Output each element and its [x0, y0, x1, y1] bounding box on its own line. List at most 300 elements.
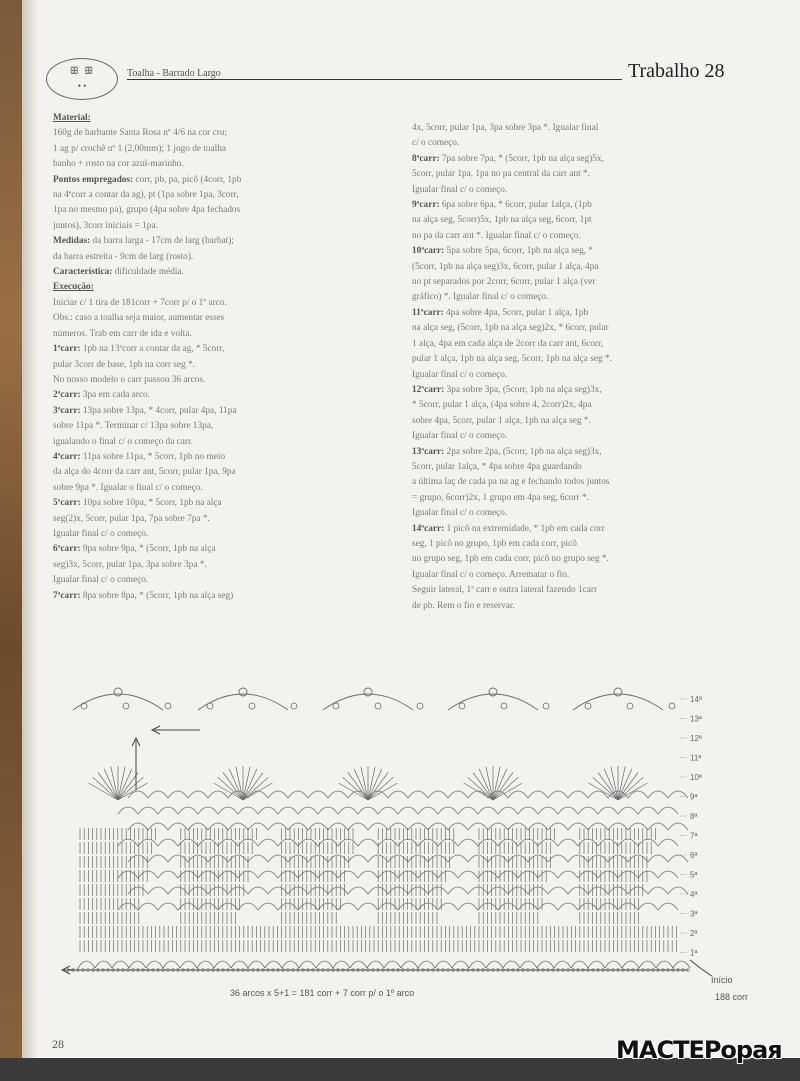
mesh-loop [558, 807, 578, 814]
mesh-loop [488, 823, 508, 830]
instruction-line: 13ªcarr: 2pa sobre 2pa, (5corr, 1pb na alça seg)3x, [412, 446, 602, 457]
mesh-loop [148, 823, 168, 830]
instruction-line: 160g de barbante Santa Rosa nº 4/6 na cor cru; [53, 128, 228, 139]
start-label: Início [711, 975, 733, 985]
arc-stitch [248, 961, 265, 968]
arc-stitch [469, 961, 486, 968]
mesh-loop [358, 839, 378, 846]
instruction-line: da alça do 4corr da carr ant, 5corr, pular 1pa, 9pa [53, 467, 236, 478]
mesh-loop [498, 807, 518, 814]
mesh-loop [608, 823, 628, 830]
instruction-line: 4x, 5corr, pular 1pa, 3pa sobre 3pa *. Igualar final [412, 123, 599, 133]
mesh-loop [498, 903, 518, 910]
instruction-line: seg(2)x, 5corr, pular 1pa, 7pa sobre 7pa *. [53, 513, 210, 524]
row-number-label: 2ª [690, 929, 698, 938]
arc-stitch [333, 961, 350, 968]
arc-stitch [299, 961, 316, 968]
instruction-line: na alça seg, (5corr, 1pb na alça seg)2x, * 6corr, pular [412, 323, 609, 334]
instruction-line: Igualar final c/ o começo. [53, 575, 149, 586]
instruction-line: Igualar final c/ o começo. [412, 508, 508, 519]
instruction-line: banho + rosto na cor azul-marinho. [53, 159, 184, 170]
instruction-line: no grupo seg, 1pb em cada corr, picô no grupo seg *. [412, 554, 609, 565]
mesh-loop [338, 871, 358, 878]
mesh-loop [578, 807, 598, 814]
instruction-line: 2ªcarr: 3pa em cada arco. [53, 390, 150, 401]
mesh-loop [298, 807, 318, 814]
mesh-loop [398, 871, 418, 878]
instruction-line: Obs.: caso a toalha seja maior, aumentar esses [53, 313, 225, 324]
mesh-loop [148, 855, 168, 862]
fan-stitch [354, 769, 368, 800]
mesh-loop [328, 791, 348, 798]
mesh-loop [668, 791, 688, 798]
book-spine [0, 0, 22, 1081]
mesh-loop [448, 791, 468, 798]
mesh-loop [308, 791, 328, 798]
mesh-loop [198, 807, 218, 814]
instruction-line: 9ªcarr: 6pa sobre 6pa, * 6corr, pular 1alça, (1pb [412, 200, 592, 211]
mesh-loop [258, 807, 278, 814]
mesh-loop [658, 839, 678, 846]
logo-flowers-icon: ꕥ ꕥ [69, 66, 95, 77]
instruction-line: pular 1 alça, 1pb na alça seg, 5corr, 1pb na alça seg *. [412, 354, 612, 365]
fan-stitch [493, 769, 507, 800]
instruction-line: (5corr, 1pb na alça seg)3x, 6corr, pular 1 alça, 4pa [412, 261, 599, 272]
mesh-loop [668, 823, 688, 830]
mesh-loop [128, 823, 148, 830]
mesh-loop [618, 807, 638, 814]
mesh-loop [448, 855, 468, 862]
arc-stitch [78, 961, 95, 968]
mesh-loop [288, 823, 308, 830]
arc-stitch [537, 961, 554, 968]
mesh-loop [198, 871, 218, 878]
mesh-loop [148, 887, 168, 894]
arc-stitch [554, 961, 571, 968]
mesh-loop [488, 887, 508, 894]
mesh-loop [668, 855, 688, 862]
instruction-line: 6ªcarr: 9pa sobre 9pa, * (5corr, 1pb na alça [53, 544, 216, 555]
mesh-loop [208, 887, 228, 894]
instruction-line: Característica: dificuldade média. [53, 267, 184, 278]
picot [669, 703, 675, 709]
row-number-label: 9ª [690, 792, 698, 802]
mesh-loop [238, 807, 258, 814]
mesh-loop [278, 839, 298, 846]
mesh-loop [428, 887, 448, 894]
picot [81, 703, 87, 709]
instruction-line: 5corr, pular 1alça, * 4pa sobre 4pa guardando [412, 461, 582, 472]
instruction-line: a última laç de cada pa na ag e fechando todos juntos [412, 477, 610, 488]
arc-stitch [384, 961, 401, 968]
picot [364, 688, 372, 696]
mesh-loop [658, 903, 678, 910]
row-number-label: 13ª [690, 714, 702, 724]
instruction-line: Igualar final c/ o começo. Arrematar o fio. [412, 569, 570, 580]
mesh-loop [608, 887, 628, 894]
picot [165, 703, 171, 709]
mesh-loop [398, 807, 418, 814]
mesh-loop [398, 903, 418, 910]
fan-stitch [229, 769, 243, 800]
picot [239, 688, 247, 696]
arc-stitch [146, 961, 163, 968]
mesh-loop [208, 823, 228, 830]
mesh-loop [248, 887, 268, 894]
mesh-loop [288, 791, 308, 798]
instruction-line: sobre 11pa *. Terminar c/ 13pa sobre 13pa, [53, 421, 214, 432]
instruction-line: 8ªcarr: 7pa sobre 7pa, * (5corr, 1pb na alça seg)5x, [412, 153, 604, 164]
mesh-loop [258, 871, 278, 878]
mesh-loop [438, 807, 458, 814]
page-title: Trabalho 28 [628, 60, 725, 82]
mesh-loop [458, 871, 478, 878]
mesh-loop [618, 903, 638, 910]
mesh-loop [348, 855, 368, 862]
instruction-line: Igualar final c/ o começo. [412, 184, 508, 195]
instruction-line: números. Trab em carr de ida e volta. [53, 328, 192, 339]
picot [627, 703, 633, 709]
mesh-loop [648, 887, 668, 894]
mesh-loop [608, 855, 628, 862]
mesh-loop [538, 839, 558, 846]
mesh-loop [458, 903, 478, 910]
fan-stitch [368, 769, 382, 800]
mesh-loop [248, 855, 268, 862]
instruction-line: 1 ag p/ crochê nº 1 (2,00mm); 1 jogo de toalha [53, 143, 227, 154]
instruction-line: gráfico) *. Igualar final c/ o começo. [412, 292, 549, 303]
mesh-loop [638, 807, 658, 814]
fan-stitch [339, 783, 368, 800]
mesh-loop [128, 887, 148, 894]
picot [291, 703, 297, 709]
arc-stitch [571, 961, 588, 968]
mesh-loop [568, 791, 588, 798]
mesh-loop [218, 839, 238, 846]
instruction-line: sobre 4pa, 5corr, pular 1 alça, 1pb na alça seg *. [412, 415, 591, 426]
total-chain-label: 188 corr [715, 992, 749, 1002]
mesh-loop [128, 791, 148, 798]
mesh-loop [268, 791, 288, 798]
arc-stitch [452, 961, 469, 968]
fan-stitch [89, 783, 118, 800]
mesh-loop [268, 823, 288, 830]
mesh-loop [248, 823, 268, 830]
mesh-loop [648, 855, 668, 862]
arc-stitch [656, 961, 673, 968]
instruction-line: Medidas: da barra larga - 17cm de larg (barbat); [53, 236, 234, 247]
mesh-loop [468, 791, 488, 798]
instruction-line: 3ªcarr: 13pa sobre 13pa, * 4corr, pular 4pa, 11pa [53, 405, 237, 416]
instruction-line: no pa da carr ant *. Igualar final c/ o começo. [412, 230, 581, 241]
mesh-loop [498, 839, 518, 846]
mesh-loop [658, 807, 678, 814]
arc-stitch [231, 961, 248, 968]
mesh-loop [468, 823, 488, 830]
instruction-line: pular 3corr de base, 1pb na corr seg *. [53, 359, 195, 370]
row-number-label: 3ª [690, 909, 698, 919]
arc-stitch [401, 961, 418, 968]
arc-stitch [435, 961, 452, 968]
mesh-loop [628, 823, 648, 830]
mesh-loop [558, 839, 578, 846]
instruction-line: Igualar final c/ o começo. [412, 369, 508, 380]
crochet-chart-diagram [50, 680, 770, 1010]
picot [114, 688, 122, 696]
mesh-loop [408, 855, 428, 862]
mesh-loop [258, 903, 278, 910]
mesh-loop [348, 823, 368, 830]
arc-stitch [265, 961, 282, 968]
instruction-line: 5corr, pular 1pa, 1pa no pa central da carr ant *. [412, 169, 590, 180]
mesh-loop [198, 903, 218, 910]
arc-stitch [350, 961, 367, 968]
row-number-label: 10ª [690, 773, 702, 782]
mesh-loop [268, 855, 288, 862]
arc-stitch [622, 961, 639, 968]
mesh-loop [188, 855, 208, 862]
mesh-loop [118, 871, 138, 878]
mesh-loop [408, 823, 428, 830]
mesh-loop [508, 791, 528, 798]
fan-stitch [118, 783, 147, 800]
instruction-line: 4ªcarr: 11pa sobre 11pa, * 5corr, 1pb no meio [53, 451, 226, 462]
mesh-loop [668, 887, 688, 894]
mesh-loop [328, 855, 348, 862]
mesh-loop [448, 887, 468, 894]
instruction-line: Igualar final c/ o começo. [412, 431, 508, 442]
instruction-line: Material: [53, 113, 91, 123]
mesh-loop [188, 823, 208, 830]
instruction-line: da barra estreita - 9cm de larg (rosto). [53, 251, 194, 262]
arc-stitch [214, 961, 231, 968]
instruction-line: sobre 9pa *. Igualar o final c/ o começo. [53, 482, 203, 493]
instruction-line: 14ªcarr: 1 picô na extremidade, * 1pb em cada corr [412, 523, 605, 534]
mesh-loop [478, 807, 498, 814]
picot [489, 688, 497, 696]
start-pointer [690, 960, 712, 976]
picot [585, 703, 591, 709]
mesh-loop [138, 871, 158, 878]
mesh-loop [488, 855, 508, 862]
mesh-loop [598, 807, 618, 814]
mesh-loop [328, 887, 348, 894]
mesh-loop [518, 807, 538, 814]
arc-stitch [520, 961, 537, 968]
mesh-loop [538, 871, 558, 878]
picot [459, 703, 465, 709]
mesh-loop [478, 903, 498, 910]
header-divider [127, 79, 622, 80]
row-number-label: 8ª [690, 812, 698, 821]
mesh-loop [478, 839, 498, 846]
row-number-label: 1ª [690, 948, 698, 958]
arc-stitch [639, 961, 656, 968]
mesh-loop [328, 823, 348, 830]
instruction-line: Seguir lateral, 1ª carr e outra lateral fazendo 1carr [412, 585, 598, 596]
row-number-label: 6ª [690, 851, 698, 860]
mesh-loop [588, 791, 608, 798]
mesh-loop [568, 823, 588, 830]
instruction-line: 12ªcarr: 3pa sobre 3pa, (5corr, 1pb na alça seg)3x, [412, 384, 602, 395]
instructions-right-column [412, 121, 757, 614]
arc-stitch [95, 961, 112, 968]
instruction-line: 1ªcarr: 1pb na 13ªcorr a contar da ag, * 5corr, [53, 344, 225, 355]
mesh-loop [468, 855, 488, 862]
mesh-loop [258, 839, 278, 846]
mesh-loop [628, 887, 648, 894]
page-gutter [22, 0, 38, 1081]
row-number-label: 7ª [690, 831, 698, 841]
arc-stitch [129, 961, 146, 968]
instruction-line: 11ªcarr: 4pa sobre 4pa, 5corr, pular 1 alça, 1pb [412, 307, 589, 318]
instruction-line: igualando o final c/ o começo da carr. [53, 436, 193, 447]
arc-stitch [282, 961, 299, 968]
mesh-loop [388, 791, 408, 798]
row-number-label: 14ª [690, 695, 702, 704]
mesh-loop [628, 791, 648, 798]
instruction-line: Iniciar c/ 1 tira de 181corr + 7corr p/ o 1º arco. [53, 297, 227, 308]
mesh-loop [548, 791, 568, 798]
instructions-left-column [53, 111, 383, 604]
mesh-loop [288, 855, 308, 862]
page-number: 28 [52, 1037, 64, 1051]
mesh-loop [558, 871, 578, 878]
mesh-loop [198, 839, 218, 846]
arc-stitch [588, 961, 605, 968]
mesh-loop [418, 871, 438, 878]
instruction-line: seg)3x, 5corr, pular 1pa, 3pa sobre 3pa *. [53, 559, 207, 570]
mesh-loop [138, 903, 158, 910]
picot [375, 703, 381, 709]
mesh-loop [358, 871, 378, 878]
mesh-loop [638, 871, 658, 878]
arc-stitch [673, 961, 690, 968]
picot [501, 703, 507, 709]
mesh-loop [158, 903, 178, 910]
mesh-loop [648, 791, 668, 798]
instruction-line: de pb. Rem o fio e reservar. [412, 600, 515, 611]
mesh-loop [498, 871, 518, 878]
mesh-loop [268, 887, 288, 894]
instruction-line: c/ o começo. [412, 138, 460, 149]
instruction-line: No nosso modelo o carr passou 36 arcos. [53, 374, 206, 385]
mesh-loop [618, 871, 638, 878]
arc-stitch [367, 961, 384, 968]
mesh-loop [278, 903, 298, 910]
mesh-loop [468, 887, 488, 894]
picot [333, 703, 339, 709]
instruction-line: no pt separados por 2corr, 6corr, pular 1 alça (ver [412, 277, 596, 288]
mesh-loop [178, 807, 198, 814]
instruction-line: Pontos empregados: corr, pb, pa, picô (4corr, 1pb [53, 174, 242, 185]
arc-stitch [486, 961, 503, 968]
instruction-line: 5ªcarr: 10pa sobre 10pa, * 5corr, 1pb na alça [53, 498, 222, 509]
instruction-line: 1pa no mesmo pa), grupo (4pa sobre 4pa fechados [53, 205, 241, 216]
instruction-line: 10ªcarr: 5pa sobre 5pa, 6corr, 1pb na alça seg, * [412, 246, 594, 257]
mesh-loop [338, 839, 358, 846]
mesh-loop [278, 871, 298, 878]
mesh-loop [658, 871, 678, 878]
mesh-loop [158, 871, 178, 878]
instruction-line: Execução: [53, 282, 94, 293]
logo-dots: • • [77, 81, 87, 91]
mesh-loop [158, 839, 178, 846]
mesh-loop [218, 903, 238, 910]
mesh-loop [218, 807, 238, 814]
instruction-line: juntos), 3corr iniciais = 1pa. [53, 220, 158, 231]
mesh-loop [208, 855, 228, 862]
mesh-loop [528, 791, 548, 798]
mesh-loop [418, 903, 438, 910]
mesh-loop [458, 807, 478, 814]
arc-stitch [197, 961, 214, 968]
fan-stitch [589, 783, 618, 800]
mesh-loop [188, 791, 208, 798]
mesh-loop [478, 871, 498, 878]
row-number-label: 4ª [690, 890, 698, 899]
row-number-label: 12ª [690, 734, 702, 743]
fan-stitch [368, 783, 397, 800]
mesh-loop [548, 887, 568, 894]
arc-stitch [316, 961, 333, 968]
mesh-loop [428, 823, 448, 830]
instruction-line: * 5corr, pular 1 alça, (4pa sobre 4, 2corr)2x, 4pa [412, 400, 592, 411]
fan-stitch [618, 783, 647, 800]
fan-stitch [104, 769, 118, 800]
arc-stitch [503, 961, 520, 968]
mesh-loop [568, 855, 588, 862]
instruction-line: 7ªcarr: 8pa sobre 8pa, * (5corr, 1pb na alça seg) [53, 590, 234, 601]
instruction-line: na 4ªcorr a contar da ag), pt (1pa sobre 1pa, 3corr, [53, 190, 239, 201]
mesh-loop [398, 839, 418, 846]
mesh-loop [418, 839, 438, 846]
picot [207, 703, 213, 709]
mesh-loop [418, 807, 438, 814]
mesh-loop [138, 839, 158, 846]
mesh-loop [348, 887, 368, 894]
mesh-loop [428, 791, 448, 798]
instruction-line: 1 alça, 4pa em cada alça de 2corr da carr ant, 6corr, [412, 338, 604, 349]
mesh-loop [538, 807, 558, 814]
watermark: МАСТЕРорая [616, 1036, 782, 1064]
mesh-loop [218, 871, 238, 878]
mesh-loop [558, 903, 578, 910]
mesh-loop [188, 887, 208, 894]
arc-stitch [605, 961, 622, 968]
mesh-loop [408, 887, 428, 894]
mesh-loop [118, 807, 138, 814]
instruction-line: na alça seg, 5corr)5x, 1pb na alça seg, 6corr, 1pt [412, 215, 592, 226]
mesh-loop [138, 807, 158, 814]
flower-logo [46, 58, 118, 100]
mesh-loop [278, 807, 298, 814]
mesh-loop [568, 887, 588, 894]
mesh-loop [458, 839, 478, 846]
arc-stitch [163, 961, 180, 968]
mesh-loop [428, 855, 448, 862]
mesh-loop [168, 791, 188, 798]
mesh-loop [158, 807, 178, 814]
instruction-line: = grupo, 6corr)2x, 1 grupo em 4pa seg, 6corr *. [412, 492, 589, 503]
mesh-loop [358, 903, 378, 910]
mesh-loop [378, 807, 398, 814]
arc-stitch [180, 961, 197, 968]
mesh-loop [538, 903, 558, 910]
mesh-loop [148, 791, 168, 798]
mesh-loop [408, 791, 428, 798]
instruction-line: Igualar final c/ o começo. [53, 528, 149, 539]
